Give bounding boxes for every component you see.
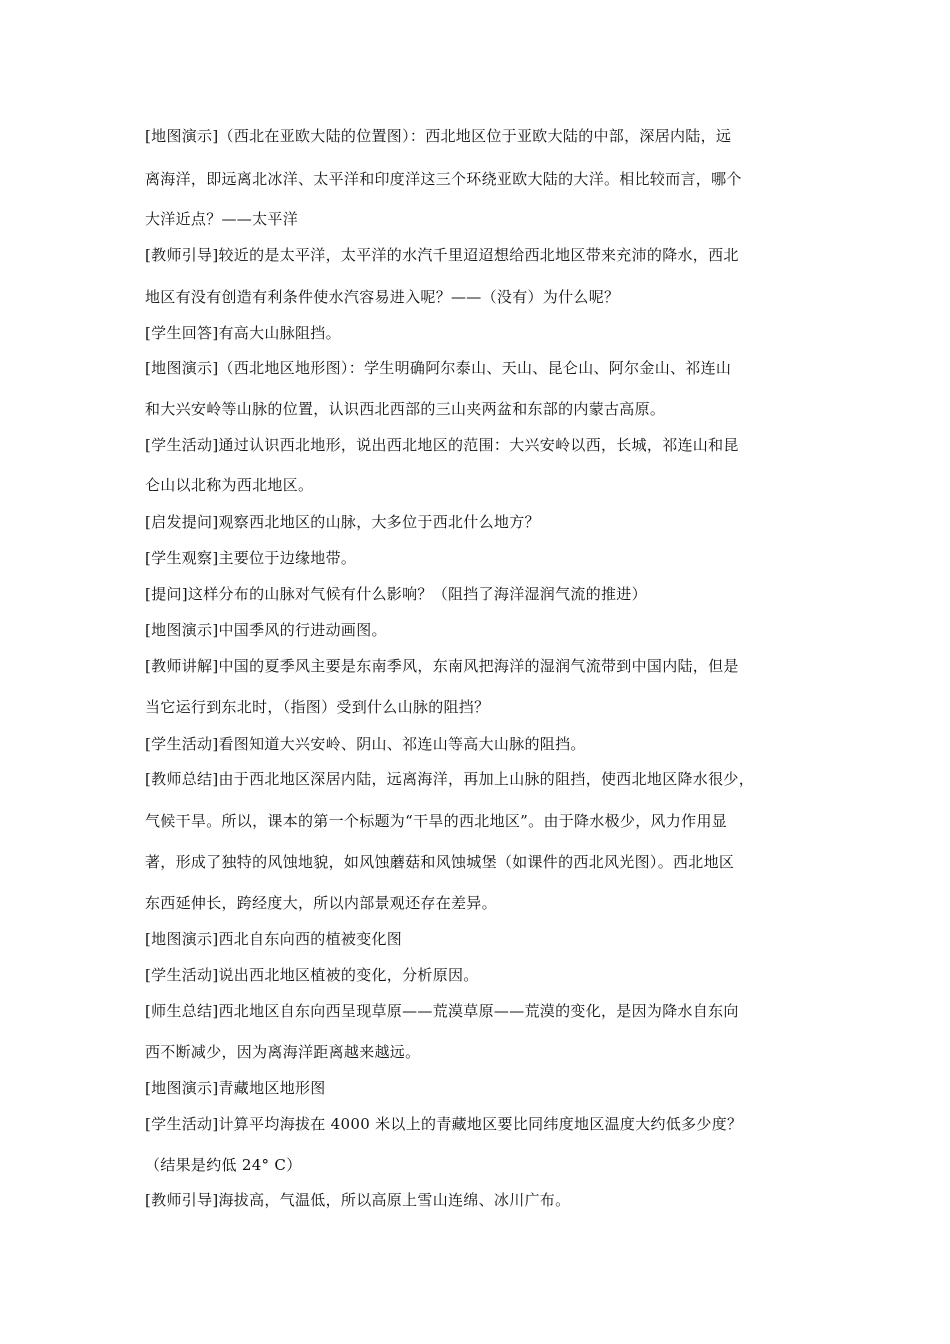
text-line: [学生活动]通过认识西北地形，说出西北地区的范围：大兴安岭以西，长城，祁连山和昆 [145,436,739,454]
text-line: 离海洋，即远离北冰洋、太平洋和印度洋这三个环绕亚欧大陆的大洋。相比较而言，哪个 [145,170,742,188]
text-line: 地区有没有创造有利条件使水汽容易进入呢？——（没有）为什么呢？ [145,288,620,306]
text-line: 著，形成了独特的风蚀地貌，如风蚀蘑菇和风蚀城堡（如课件的西北风光图）。西北地区 [145,853,735,871]
text-line: [地图演示]中国季风的行进动画图。 [145,621,387,639]
text-line: 仑山以北称为西北地区。 [145,476,314,494]
text-line: [地图演示]（西北在亚欧大陆的位置图）：西北地区位于亚欧大陆的中部，深居内陆，远 [145,127,732,145]
text-line: [学生观察]主要位于边缘地带。 [145,549,357,567]
text-line: 大洋近点？——太平洋 [145,210,299,228]
text-line: [教师引导]较近的是太平洋，太平洋的水汽千里迢迢想给西北地区带来充沛的降水，西北 [145,246,739,264]
text-line: （结果是约低 24° C） [145,1156,302,1174]
text-line: [启发提问]观察西北地区的山脉，大多位于西北什么地方？ [145,513,540,531]
text-line: 西不断减少，因为离海洋距离越来越远。 [145,1043,421,1061]
text-line: [地图演示]（西北地区地形图）：学生明确阿尔泰山、天山、昆仑山、阿尔金山、祁连山 [145,359,732,377]
text-line: [学生活动]计算平均海拔在 4000 米以上的青藏地区要比同纬度地区温度大约低多少度？ [145,1115,743,1133]
text-line: [师生总结]西北地区自东向西呈现草原——荒漠草原——荒漠的变化，是因为降水自东向 [145,1002,739,1020]
text-line: [教师总结]由于西北地区深居内陆，远离海洋，再加上山脉的阻挡，使西北地区降水很少， [145,770,755,788]
text-line: [教师讲解]中国的夏季风主要是东南季风，东南风把海洋的湿润气流带到中国内陆，但是 [145,657,739,675]
text-line: 东西延伸长，跨经度大，所以内部景观还存在差异。 [145,894,497,912]
text-line: [学生活动]说出西北地区植被的变化，分析原因。 [145,966,479,984]
text-line: 气候干旱。所以，课本的第一个标题为“干旱的西北地区”。由于降水极少，风力作用显 [145,812,728,830]
text-line: [学生活动]看图知道大兴安岭、阴山、祁连山等高大山脉的阻挡。 [145,735,586,753]
text-line: [学生回答]有高大山脉阻挡。 [145,324,341,342]
text-line: [提问]这样分布的山脉对气候有什么影响？（阻挡了海洋湿润气流的推进） [145,585,647,603]
text-line: 和大兴安岭等山脉的位置，认识西北西部的三山夹两盆和东部的内蒙古高原。 [145,400,666,418]
text-line: [地图演示]青藏地区地形图 [145,1079,326,1097]
text-line: [教师引导]海拔高，气温低，所以高原上雪山连绵、冰川广布。 [145,1191,571,1209]
text-line: [地图演示]西北自东向西的植被变化图 [145,930,403,948]
text-line: 当它运行到东北时，（指图）受到什么山脉的阻挡？ [145,698,490,716]
